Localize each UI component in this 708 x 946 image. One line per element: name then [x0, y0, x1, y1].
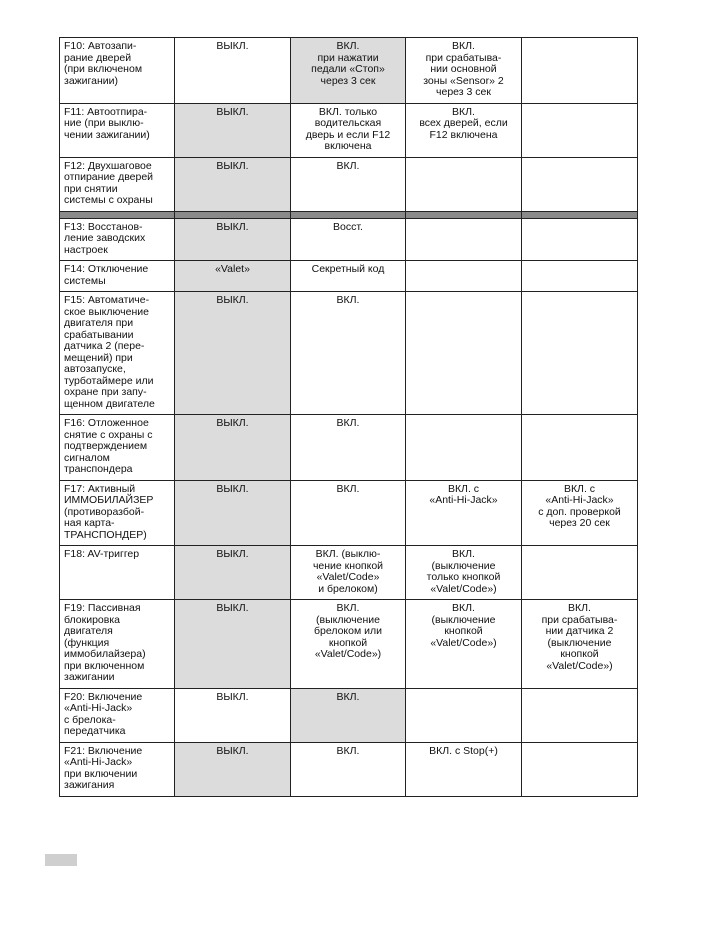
table-row — [60, 480, 638, 546]
function-name-cell: F12: Двухшаговое отпирание дверей при снятии системы с охраны — [60, 157, 175, 211]
option-cell-3: ВКЛ. с Stop(+) — [406, 742, 522, 796]
function-name-cell: F17: Активный ИММОБИЛАЙЗЕР (противоразбой- ная карта- ТРАНСПОНДЕР) — [60, 480, 175, 546]
option-cell-2: ВКЛ. только водительская дверь и если F12 включена — [291, 103, 406, 157]
table-row — [60, 157, 638, 211]
option-cell-1: «Valet» — [175, 261, 291, 292]
function-name-cell: F21: Включение «Anti-Hi-Jack» при включении зажигания — [60, 742, 175, 796]
separator-cell — [406, 211, 522, 218]
function-name-cell: F19: Пассивная блокировка двигателя (функция иммобилайзера) при включенном зажигании — [60, 600, 175, 689]
option-cell-1: ВЫКЛ. — [175, 292, 291, 415]
option-cell-4 — [522, 546, 638, 600]
function-name-cell: F11: Автоотпира- ние (при выклю- чении зажигании) — [60, 103, 175, 157]
table-row — [60, 292, 638, 415]
option-cell-2: Восст. — [291, 218, 406, 261]
option-cell-2: ВКЛ. — [291, 480, 406, 546]
option-cell-3 — [406, 688, 522, 742]
option-cell-4 — [522, 742, 638, 796]
page-number-marker — [45, 854, 77, 866]
option-cell-3: ВКЛ. всех дверей, если F12 включена — [406, 103, 522, 157]
option-cell-2: ВКЛ. при нажатии педали «Стоп» через 3 сек — [291, 38, 406, 104]
function-name-cell: F18: AV-триггер — [60, 546, 175, 600]
function-name-cell: F15: Автоматиче- ское выключение двигателя при срабатывании датчика 2 (пере- мещений) при автозапуске, турботаймере или охране при запу- щенном двигателе — [60, 292, 175, 415]
separator-cell — [60, 211, 175, 218]
option-cell-1: ВЫКЛ. — [175, 688, 291, 742]
table-row — [60, 218, 638, 261]
function-name-cell: F14: Отключение системы — [60, 261, 175, 292]
option-cell-4: ВКЛ. при срабатыва- нии датчика 2 (выключение кнопкой «Valet/Code») — [522, 600, 638, 689]
option-cell-1: ВЫКЛ. — [175, 103, 291, 157]
table-row — [60, 103, 638, 157]
option-cell-2: ВКЛ. — [291, 415, 406, 481]
separator-cell — [291, 211, 406, 218]
option-cell-2: ВКЛ. — [291, 157, 406, 211]
option-cell-2: ВКЛ. — [291, 688, 406, 742]
table-row — [60, 600, 638, 689]
option-cell-4 — [522, 218, 638, 261]
table-row — [60, 688, 638, 742]
option-cell-3: ВКЛ. (выключение только кнопкой «Valet/Code») — [406, 546, 522, 600]
option-cell-1: ВЫКЛ. — [175, 218, 291, 261]
option-cell-2: ВКЛ. (выклю- чение кнопкой «Valet/Code» и брелоком) — [291, 546, 406, 600]
table-row — [60, 261, 638, 292]
option-cell-1: ВЫКЛ. — [175, 600, 291, 689]
table-row — [60, 742, 638, 796]
section-separator — [60, 211, 638, 218]
option-cell-1: ВЫКЛ. — [175, 415, 291, 481]
option-cell-4 — [522, 292, 638, 415]
option-cell-4 — [522, 103, 638, 157]
table-row — [60, 38, 638, 104]
option-cell-1: ВЫКЛ. — [175, 742, 291, 796]
function-name-cell: F20: Включение «Anti-Hi-Jack» с брелока- передатчика — [60, 688, 175, 742]
option-cell-3 — [406, 292, 522, 415]
option-cell-4 — [522, 415, 638, 481]
option-cell-2: ВКЛ. (выключение брелоком или кнопкой «Valet/Code») — [291, 600, 406, 689]
option-cell-3 — [406, 218, 522, 261]
option-cell-1: ВЫКЛ. — [175, 480, 291, 546]
separator-cell — [522, 211, 638, 218]
option-cell-3: ВКЛ. при срабатыва- нии основной зоны «Sensor» 2 через 3 сек — [406, 38, 522, 104]
table-row — [60, 546, 638, 600]
option-cell-2: Секретный код — [291, 261, 406, 292]
function-settings-table — [59, 37, 638, 797]
option-cell-1: ВЫКЛ. — [175, 546, 291, 600]
option-cell-4 — [522, 261, 638, 292]
function-name-cell: F13: Восстанов- ление заводских настроек — [60, 218, 175, 261]
option-cell-3 — [406, 261, 522, 292]
option-cell-3: ВКЛ. (выключение кнопкой «Valet/Code») — [406, 600, 522, 689]
option-cell-4 — [522, 157, 638, 211]
table-row — [60, 415, 638, 481]
function-name-cell: F10: Автозапи- рание дверей (при включеном зажигании) — [60, 38, 175, 104]
option-cell-2: ВКЛ. — [291, 742, 406, 796]
option-cell-1: ВЫКЛ. — [175, 38, 291, 104]
function-name-cell: F16: Отложенное снятие с охраны с подтверждением сигналом транспондера — [60, 415, 175, 481]
option-cell-1: ВЫКЛ. — [175, 157, 291, 211]
table-body — [60, 38, 638, 797]
option-cell-3 — [406, 415, 522, 481]
option-cell-2: ВКЛ. — [291, 292, 406, 415]
option-cell-4 — [522, 38, 638, 104]
option-cell-3 — [406, 157, 522, 211]
option-cell-4: ВКЛ. с «Anti-Hi-Jack» с доп. проверкой через 20 сек — [522, 480, 638, 546]
option-cell-3: ВКЛ. с «Anti-Hi-Jack» — [406, 480, 522, 546]
separator-cell — [175, 211, 291, 218]
option-cell-4 — [522, 688, 638, 742]
